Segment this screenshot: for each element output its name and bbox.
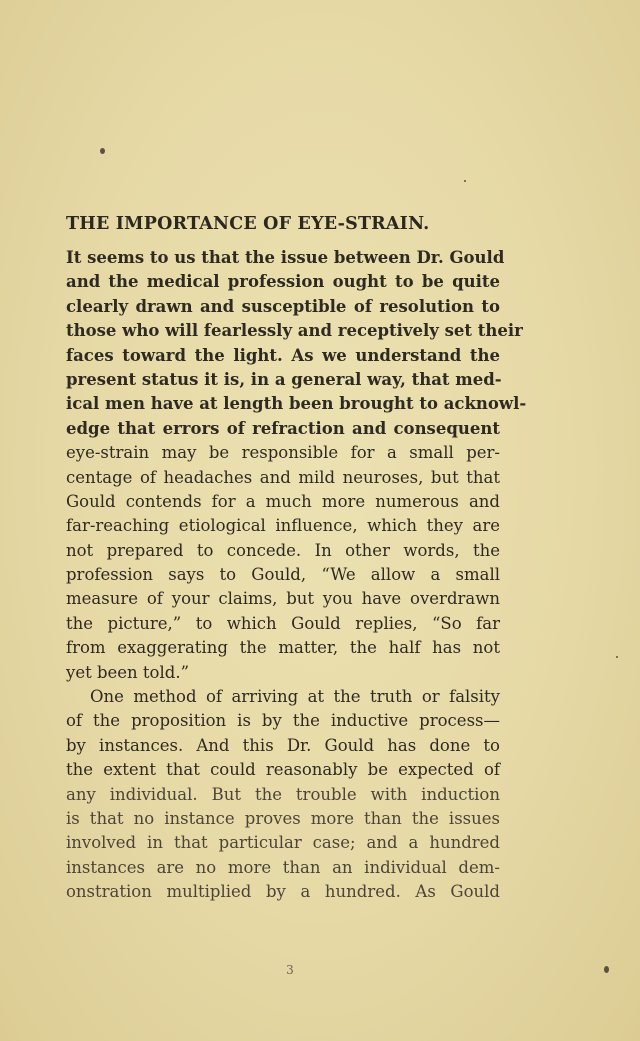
text-line: centage of headaches and mild neuroses, but that bbox=[66, 467, 500, 487]
text-line: eye-strain may be responsible for a small per- bbox=[66, 443, 500, 463]
ink-speck bbox=[604, 966, 609, 973]
text-line: Gould contends for a much more numerous and bbox=[66, 491, 500, 511]
text-line: instances are no more than an individual dem- bbox=[66, 857, 500, 877]
text-line: One method of arriving at the truth or falsity bbox=[90, 687, 500, 707]
text-line: by instances. And this Dr. Gould has done to bbox=[66, 735, 500, 755]
text-line: and the medical profession ought to be quite bbox=[66, 272, 500, 292]
text-line: far-reaching etiological influence, which they are bbox=[66, 516, 500, 536]
text-line: measure of your claims, but you have overdrawn bbox=[66, 589, 500, 609]
text-line: is that no instance proves more than the issues bbox=[66, 808, 500, 828]
text-line: involved in that particular case; and a hundred bbox=[66, 833, 500, 853]
text-line: onstration multiplied by a hundred. As Gould bbox=[66, 882, 500, 902]
text-line: edge that errors of refraction and consequent bbox=[66, 418, 500, 438]
ink-speck bbox=[100, 148, 105, 154]
text-line: of the proposition is by the inductive process— bbox=[66, 711, 500, 731]
text-line: those who will fearlessly and receptively set their bbox=[66, 321, 523, 341]
text-line: yet been told.” bbox=[66, 662, 190, 682]
text-line: the picture,” to which Gould replies, “So far bbox=[66, 613, 500, 633]
text-line: not prepared to concede. In other words, the bbox=[66, 540, 500, 560]
text-line: It seems to us that the issue between Dr. Gould bbox=[66, 248, 505, 267]
ink-speck bbox=[464, 180, 466, 182]
text-line: any individual. But the trouble with induction bbox=[66, 784, 500, 804]
text-line: from exaggerating the matter, the half has not bbox=[66, 638, 500, 658]
body-text bbox=[66, 246, 527, 905]
text-line: clearly drawn and susceptible of resolution to bbox=[66, 296, 500, 316]
text-line: the extent that could reasonably be expected of bbox=[66, 760, 500, 780]
chapter-heading: THE IMPORTANCE OF EYE-STRAIN. bbox=[66, 214, 430, 234]
text-line: faces toward the light. As we understand the bbox=[66, 345, 500, 365]
page-number: 3 bbox=[286, 963, 294, 977]
text-line: ical men have at length been brought to acknowl- bbox=[66, 394, 527, 414]
text-line: present status it is, in a general way, that med- bbox=[66, 369, 502, 389]
text-line: profession says to Gould, “We allow a small bbox=[66, 565, 500, 585]
ink-speck bbox=[616, 656, 618, 658]
